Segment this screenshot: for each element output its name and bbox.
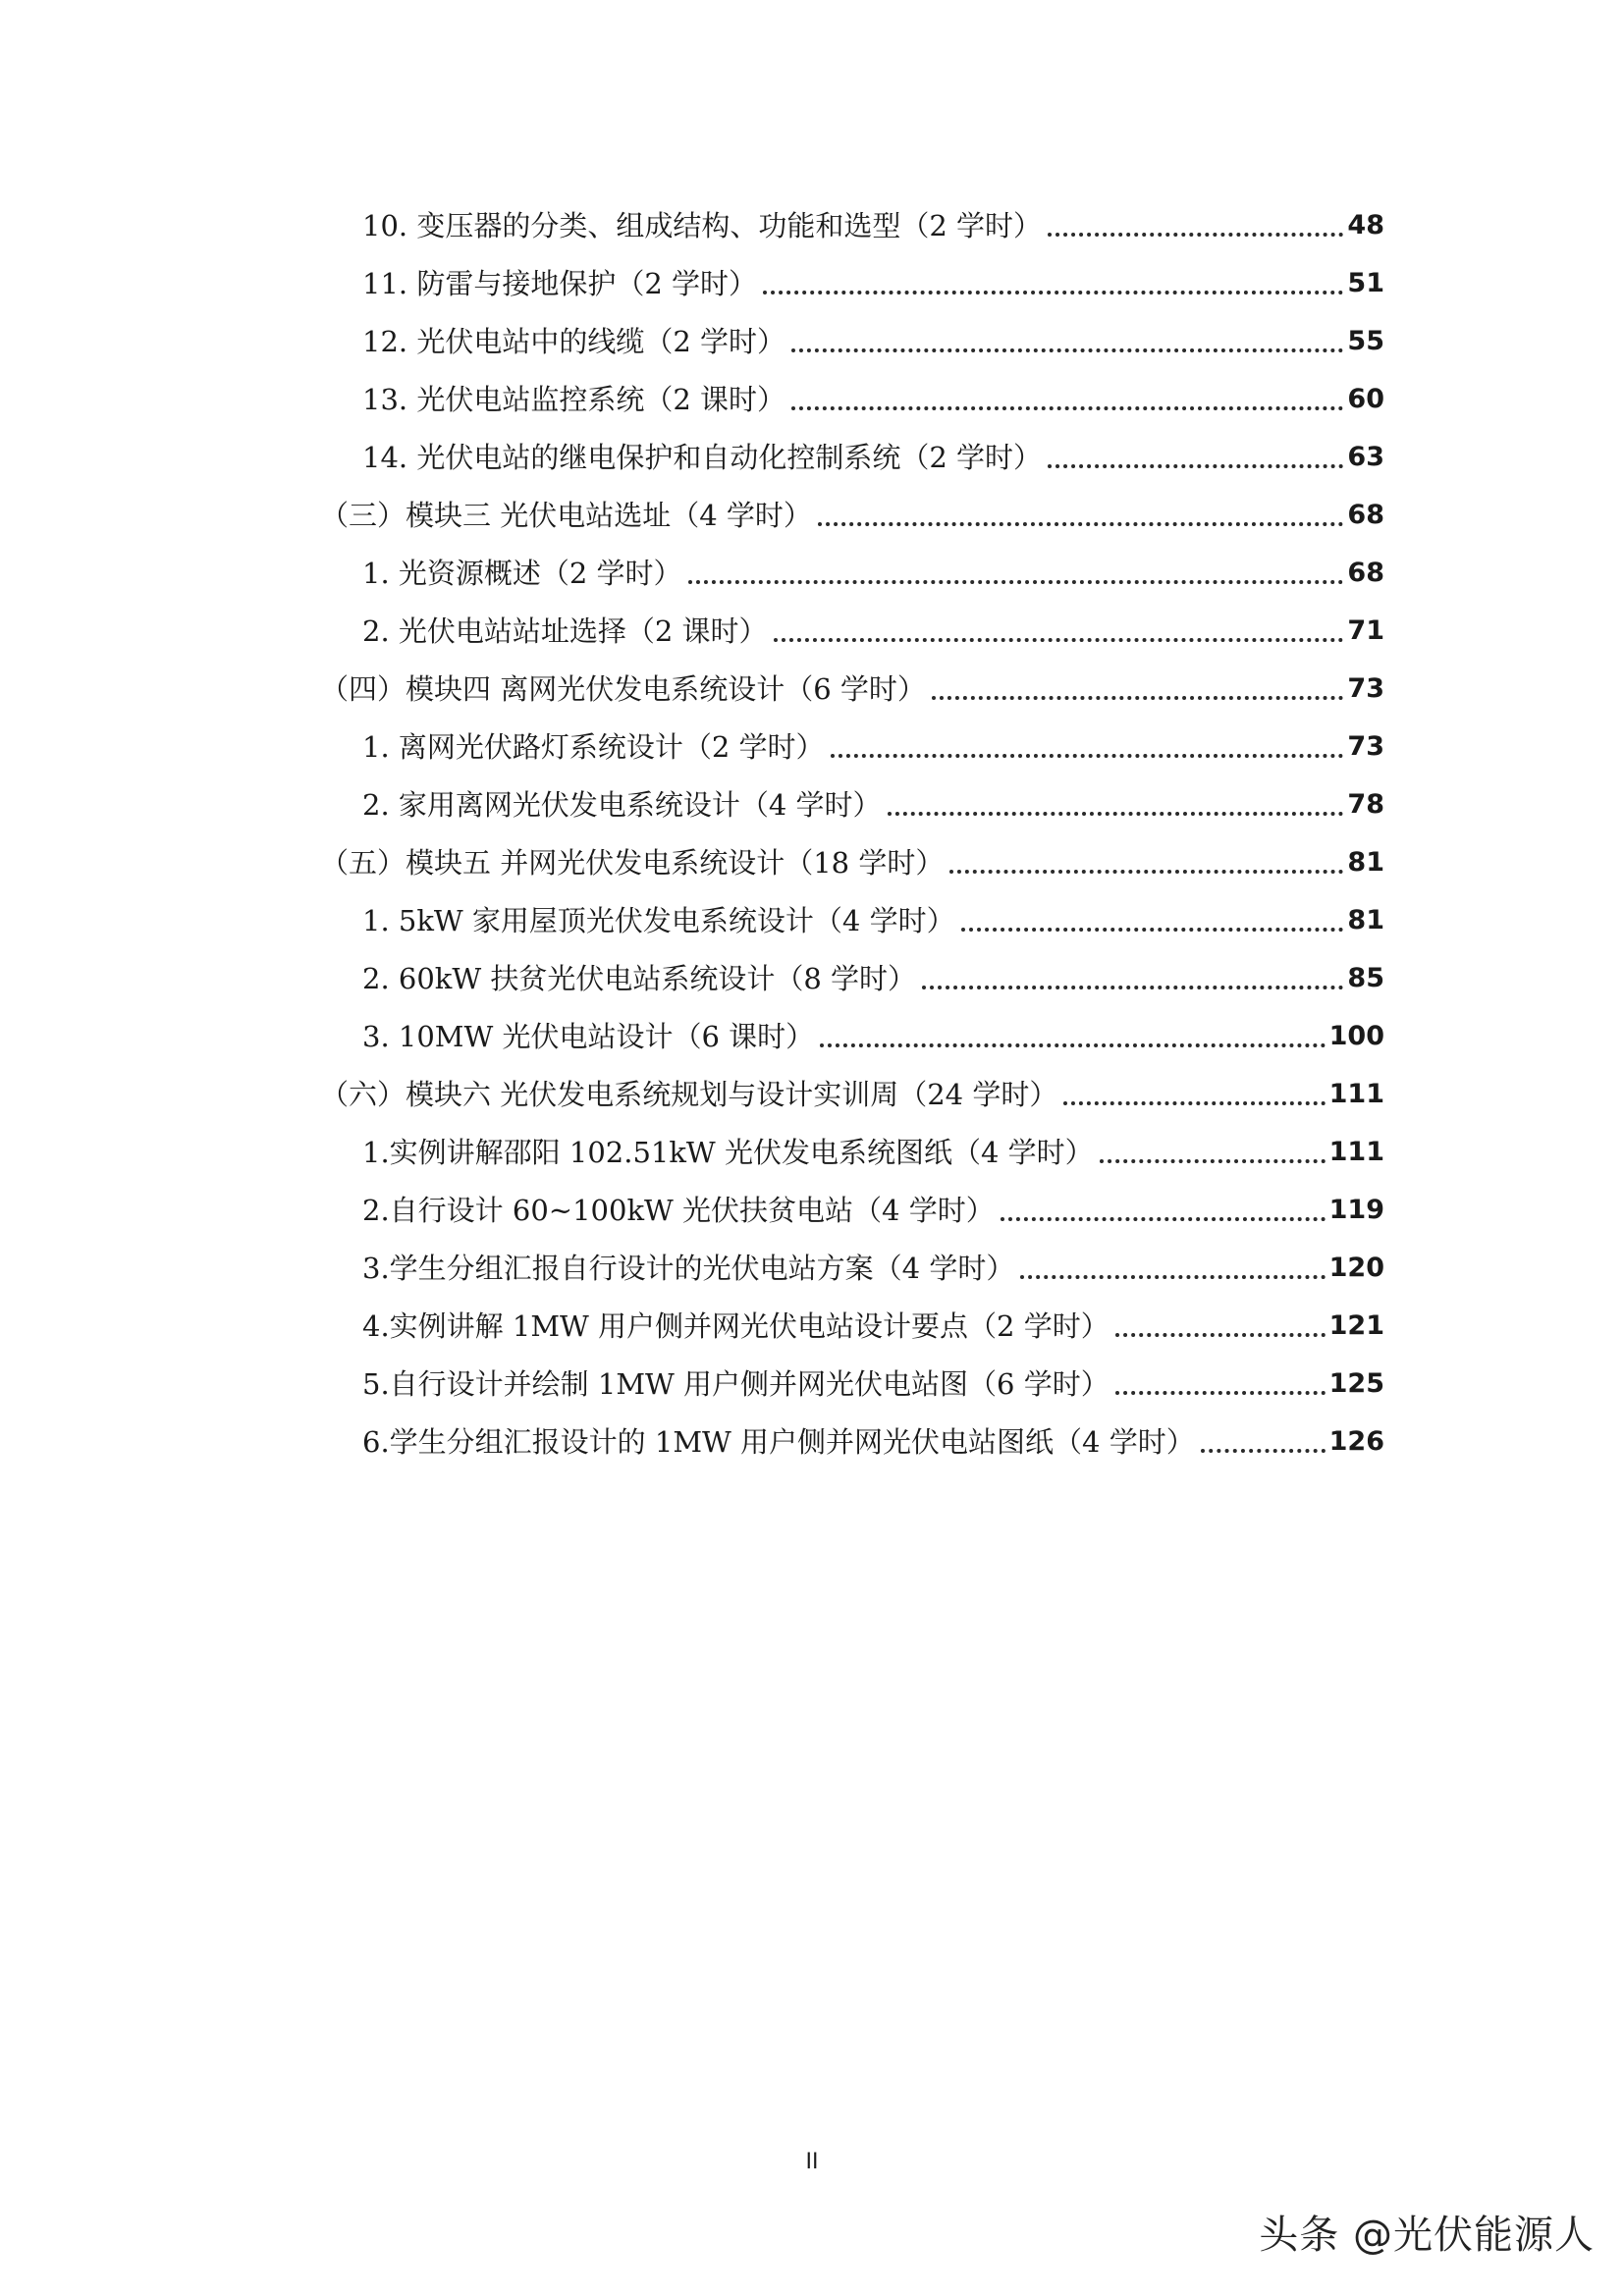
toc-entry[interactable] (362, 1239, 1384, 1288)
toc-entry-title: 1. 离网光伏路灯系统设计（2 学时） (362, 730, 825, 764)
toc-entry-page: 111 (1328, 1137, 1384, 1167)
watermark: 头条 @光伏能源人 (1259, 2213, 1595, 2258)
toc-dot-leader (1063, 1101, 1325, 1105)
toc-entry-title: 3. 10MW 光伏电站设计（6 课时） (362, 1020, 815, 1053)
toc-entry-page: 78 (1347, 789, 1384, 820)
toc-dot-leader (1115, 1333, 1326, 1337)
toc-entry-page: 119 (1328, 1195, 1384, 1225)
toc-entry-page: 48 (1347, 210, 1384, 240)
toc-entry[interactable] (362, 1355, 1384, 1404)
toc-entry-title: （三）模块三 光伏电站选址（4 学时） (320, 499, 812, 532)
toc-entry[interactable] (362, 718, 1384, 767)
toc-entry-page: 71 (1347, 615, 1384, 646)
toc-entry-title: 1.实例讲解邵阳 102.51kW 光伏发电系统图纸（4 学时） (362, 1136, 1094, 1169)
toc-entry-title: 2. 家用离网光伏发电系统设计（4 学时） (362, 788, 882, 822)
toc-entry[interactable] (362, 1007, 1384, 1056)
toc-dot-leader (763, 291, 1343, 294)
toc-entry-page: 111 (1328, 1079, 1384, 1109)
toc-entry-title: 1. 光资源概述（2 学时） (362, 557, 682, 590)
toc-entry[interactable] (362, 312, 1384, 361)
toc-dot-leader (932, 696, 1344, 700)
toc-dot-leader (1048, 233, 1343, 237)
toc-entry-title: （四）模块四 离网光伏发电系统设计（6 学时） (320, 672, 926, 706)
toc-entry[interactable] (362, 1413, 1384, 1462)
toc-dot-leader (774, 638, 1344, 642)
toc-entry-title: 14. 光伏电站的继电保护和自动化控制系统（2 学时） (362, 441, 1043, 474)
toc-entry[interactable] (320, 660, 1384, 709)
toc-entry-page: 100 (1328, 1021, 1384, 1051)
toc-entry-title: 2. 60kW 扶贫光伏电站系统设计（8 学时） (362, 962, 917, 995)
toc-entry-page: 68 (1347, 558, 1384, 588)
toc-entry-title: 2. 光伏电站站址选择（2 课时） (362, 614, 768, 648)
toc-entry[interactable] (362, 1123, 1384, 1172)
toc-entry[interactable] (362, 1181, 1384, 1230)
page-number: II (805, 2150, 819, 2174)
toc-entry-title: 2.自行设计 60~100kW 光伏扶贫电站（4 学时） (362, 1194, 995, 1227)
toc-entry-page: 121 (1328, 1310, 1384, 1341)
toc-entry[interactable] (320, 833, 1384, 882)
toc-entry-title: 6.学生分组汇报设计的 1MW 用户侧并网光伏电站图纸（4 学时） (362, 1425, 1195, 1459)
toc-entry-title: 12. 光伏电站中的线缆（2 学时） (362, 325, 786, 358)
toc-entry[interactable] (362, 428, 1384, 477)
toc-dot-leader (1100, 1159, 1326, 1163)
toc-entry-title: 5.自行设计并绘制 1MW 用户侧并网光伏电站图（6 学时） (362, 1367, 1110, 1401)
toc-entry-page: 73 (1347, 731, 1384, 762)
toc-dot-leader (688, 580, 1344, 584)
toc-dot-leader (1020, 1275, 1325, 1279)
toc-entry-title: （五）模块五 并网光伏发电系统设计（18 学时） (320, 846, 945, 880)
toc-entry[interactable] (362, 254, 1384, 303)
toc-entry-page: 63 (1347, 442, 1384, 472)
toc-entry-page: 126 (1328, 1426, 1384, 1457)
toc-entry[interactable] (362, 196, 1384, 245)
toc-dot-leader (922, 986, 1343, 989)
toc-entry-title: 4.实例讲解 1MW 用户侧并网光伏电站设计要点（2 学时） (362, 1309, 1110, 1343)
toc-entry-title: 1. 5kW 家用屋顶光伏发电系统设计（4 学时） (362, 904, 955, 937)
toc-entry-page: 81 (1347, 847, 1384, 878)
toc-dot-leader (949, 870, 1343, 874)
toc-entry-title: 11. 防雷与接地保护（2 学时） (362, 267, 758, 300)
toc-dot-leader (1115, 1391, 1326, 1395)
toc-dot-leader (1048, 464, 1343, 468)
toc-dot-leader (791, 406, 1343, 410)
toc-entry-title: 13. 光伏电站监控系统（2 课时） (362, 383, 786, 416)
toc-entry[interactable] (362, 775, 1384, 825)
toc-entry-title: 10. 变压器的分类、组成结构、功能和选型（2 学时） (362, 209, 1043, 242)
toc-dot-leader (820, 1043, 1325, 1047)
toc-entry-page: 68 (1347, 500, 1384, 530)
toc-entry-page: 55 (1347, 326, 1384, 356)
toc-dot-leader (831, 754, 1344, 758)
toc-entry[interactable] (362, 544, 1384, 593)
toc-dot-leader (1201, 1449, 1326, 1453)
toc-dot-leader (961, 928, 1344, 932)
toc-dot-leader (1001, 1217, 1326, 1221)
toc-entry[interactable] (362, 1297, 1384, 1346)
toc-entry-page: 85 (1347, 963, 1384, 993)
toc-entry-page: 125 (1328, 1368, 1384, 1399)
toc-entry[interactable] (362, 949, 1384, 998)
toc-entry[interactable] (362, 891, 1384, 940)
toc-entry-page: 73 (1347, 673, 1384, 704)
toc-entry-title: （六）模块六 光伏发电系统规划与设计实训周（24 学时） (320, 1078, 1058, 1111)
toc-entry[interactable] (362, 370, 1384, 419)
toc-entry[interactable] (320, 486, 1384, 535)
toc-entry[interactable] (320, 1065, 1384, 1114)
toc-entry[interactable] (362, 602, 1384, 651)
toc-entry-page: 51 (1347, 268, 1384, 298)
toc-entry-page: 120 (1328, 1253, 1384, 1283)
toc-dot-leader (888, 812, 1344, 816)
toc-dot-leader (818, 522, 1344, 526)
toc-dot-leader (791, 348, 1343, 352)
toc-entry-page: 81 (1347, 905, 1384, 935)
toc-entry-title: 3.学生分组汇报自行设计的光伏电站方案（4 学时） (362, 1252, 1015, 1285)
toc-entry-page: 60 (1347, 384, 1384, 414)
